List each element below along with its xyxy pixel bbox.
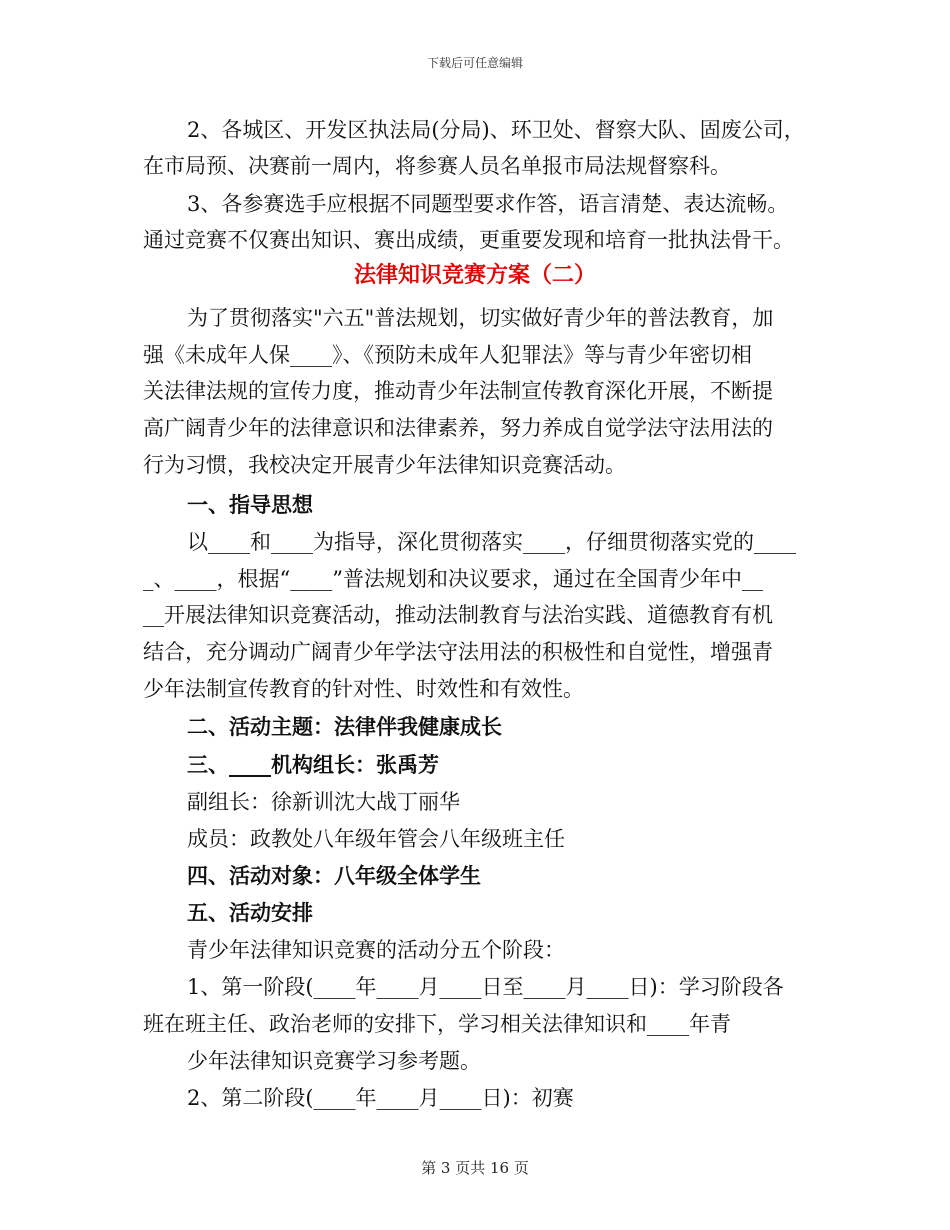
page-header: 下载后可任意编辑 xyxy=(426,56,523,70)
body-line-7: 关法律法规的宣传力度，推动青少年法制宣传教育深化开展，不断提 xyxy=(143,379,773,403)
body-line-10: 以____和____为指导，深化贯彻落实____，仔细贯彻落实党的____ xyxy=(187,530,796,554)
body-line-12: __开展法律知识竞赛活动，推动法制教育与法治实践、道德教育有机 xyxy=(143,603,773,627)
heading-organization: 三、____机构组长：张禹芳 xyxy=(187,752,439,777)
page-footer: 第 3 页共 16 页 xyxy=(421,1159,529,1177)
body-line-8: 高广阔青少年的法律意识和法律素养，努力养成自觉学法守法用法的 xyxy=(143,416,773,440)
body-line-19: 2、第二阶段(____年____月____日)：初赛 xyxy=(187,1086,574,1110)
body-line-11: _、____，根据“____”普法规划和决议要求，通过在全国青少年中__ xyxy=(143,567,763,591)
body-line-15: 青少年法律知识竞赛的活动分五个阶段： xyxy=(187,938,565,962)
body-line-2: 在市局预、决赛前一周内，将参赛人员名单报市局法规督察科。 xyxy=(143,154,731,178)
body-line-6: 强《未成年人保____》、《预防未成年人犯罪法》等与青少年密切相 xyxy=(143,343,752,367)
heading-theme: 二、活动主题：法律伴我健康成长 xyxy=(187,714,502,739)
body-line-3: 3、各参赛选手应根据不同题型要求作答，语言清楚、表达流畅。 xyxy=(187,192,789,216)
body-line-18: 少年法律知识竞赛学习参考题。 xyxy=(187,1049,481,1073)
body-line-4: 通过竞赛不仅赛出知识、赛出成绩，更重要发现和培育一批执法骨干。 xyxy=(143,228,794,252)
heading-guiding-thought: 一、指导思想 xyxy=(187,492,313,517)
body-line-1: 2、各城区、开发区执法局(分局)、环卫处、督察大队、固废公司， xyxy=(187,118,805,142)
body-line-13: 结合，充分调动广阔青少年学法守法用法的积极性和自觉性，增强青 xyxy=(143,640,773,664)
section-title: 法律知识竞赛方案（二） xyxy=(353,262,596,288)
body-line-17: 班在班主任、政治老师的安排下，学习相关法律知识和____年青 xyxy=(143,1012,731,1036)
body-line-5: 为了贯彻落实"六五"普法规划，切实做好青少年的普法教育，加 xyxy=(187,306,774,330)
body-line-9: 行为习惯，我校决定开展青少年法律知识竞赛活动。 xyxy=(143,453,626,477)
body-line-14: 少年法制宣传教育的针对性、时效性和有效性。 xyxy=(143,677,584,701)
body-line-16: 1、第一阶段(____年____月____日至____月____日)：学习阶段各 xyxy=(187,975,784,999)
body-line-vice-leaders: 副组长：徐新训沈大战丁丽华 xyxy=(187,790,460,814)
heading-target: 四、活动对象：八年级全体学生 xyxy=(187,863,481,888)
heading-arrangement: 五、活动安排 xyxy=(187,900,313,925)
body-line-members: 成员：政教处八年级年管会八年级班主任 xyxy=(187,827,565,851)
